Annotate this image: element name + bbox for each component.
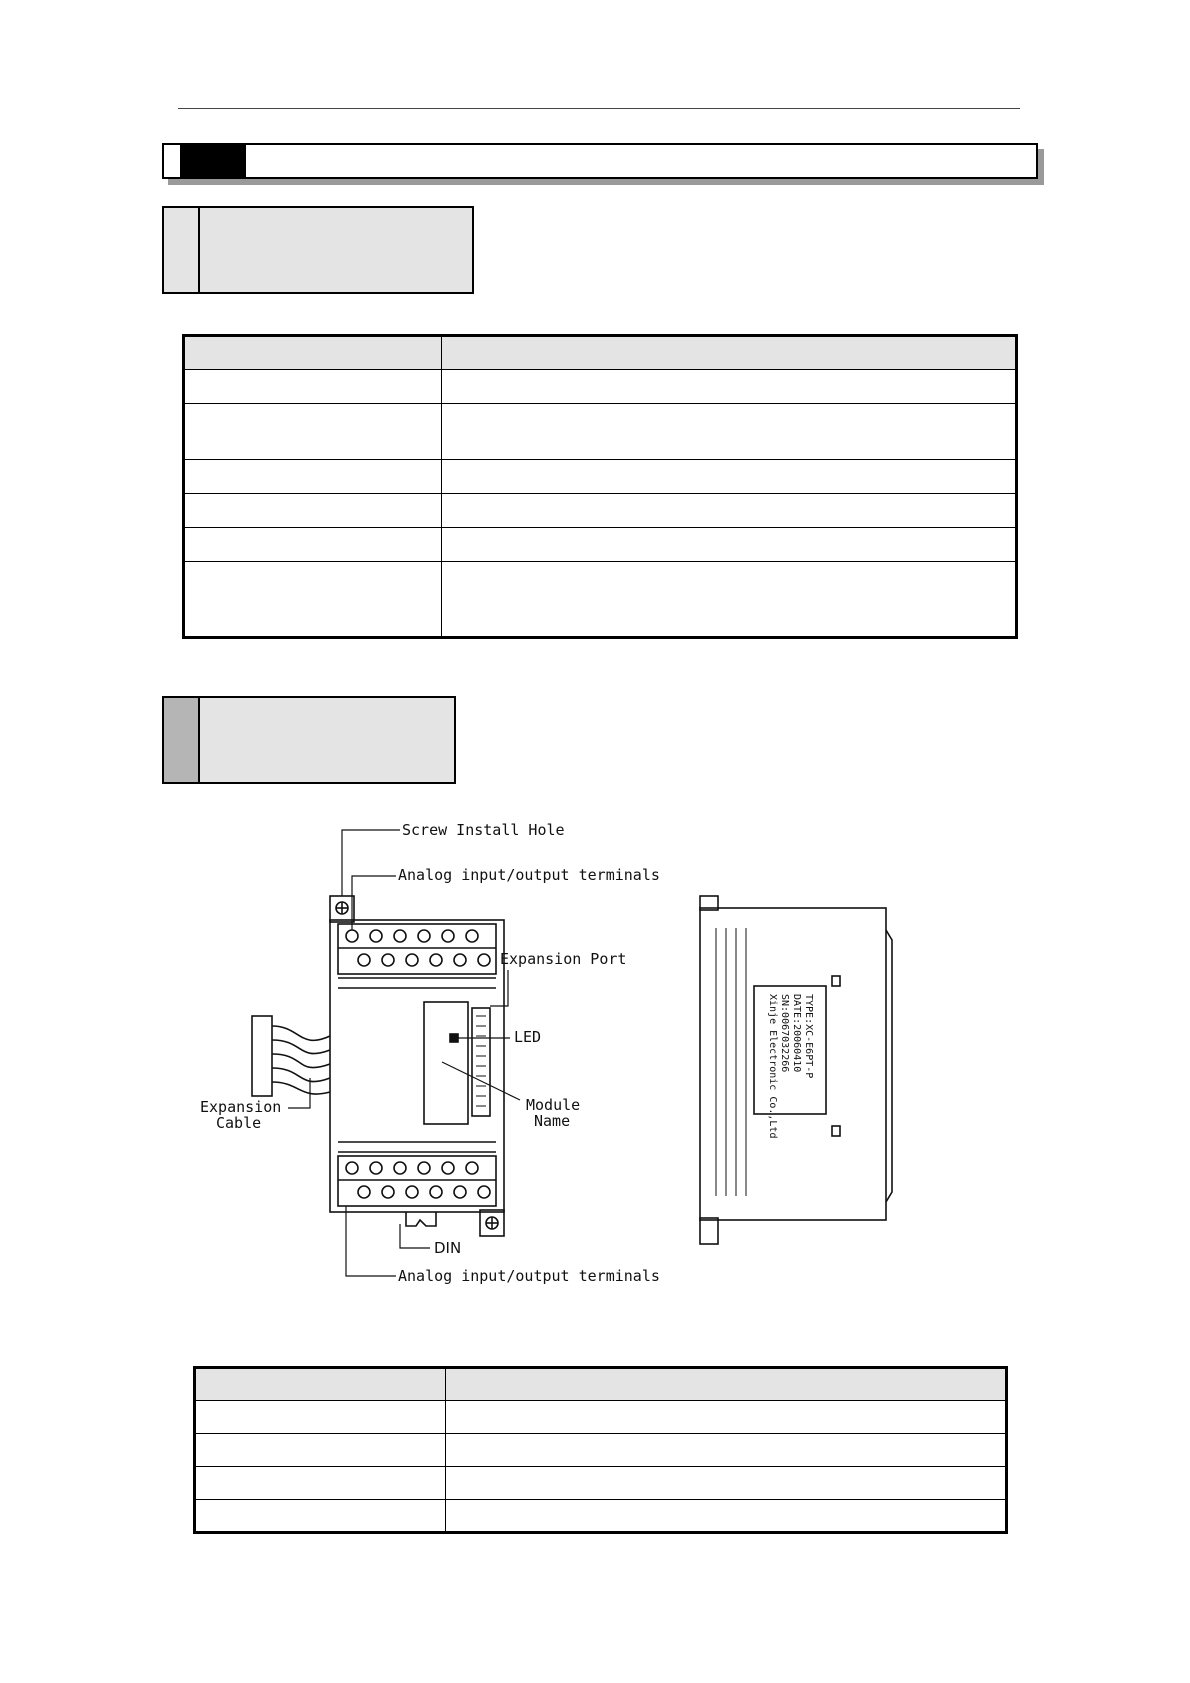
table-cell xyxy=(446,1434,1007,1467)
table-header-cell xyxy=(195,1368,446,1401)
table-cell xyxy=(184,370,442,404)
table-cell xyxy=(446,1467,1007,1500)
chapter-title-bar xyxy=(162,143,1038,179)
table-header-cell xyxy=(184,336,442,370)
table-cell xyxy=(184,528,442,562)
table-row xyxy=(184,494,1017,528)
table-cell xyxy=(442,370,1017,404)
chapter-number-block xyxy=(180,145,246,177)
table-cell xyxy=(442,562,1017,638)
page-header-rule xyxy=(178,108,1020,109)
section-heading-specifications xyxy=(162,206,474,294)
section-heading-components xyxy=(162,696,456,784)
label-analog-terminals-bottom: Analog input/output terminals xyxy=(398,1267,660,1285)
label-expansion-cable-line2: Cable xyxy=(216,1114,262,1132)
table-row xyxy=(184,370,1017,404)
table-cell xyxy=(442,528,1017,562)
table-cell xyxy=(446,1401,1007,1434)
nameplate-date: DATE:20060410 xyxy=(791,994,802,1073)
label-analog-terminals-top: Analog input/output terminals xyxy=(398,866,660,884)
module-diagram xyxy=(180,800,940,1320)
table-cell xyxy=(184,460,442,494)
table-row xyxy=(184,562,1017,638)
table-cell xyxy=(195,1500,446,1533)
label-module-name-line1: Module xyxy=(526,1096,581,1114)
table-cell xyxy=(446,1500,1007,1533)
table-row xyxy=(184,528,1017,562)
table-cell xyxy=(184,562,442,638)
led-indicator xyxy=(450,1034,458,1042)
table-header-cell xyxy=(442,336,1017,370)
table-header-cell xyxy=(446,1368,1007,1401)
component-table xyxy=(193,1366,1008,1534)
table-cell xyxy=(442,494,1017,528)
label-expansion-cable-line1: Expansion xyxy=(200,1098,282,1116)
table-cell xyxy=(184,404,442,460)
table-row xyxy=(184,460,1017,494)
table-row xyxy=(195,1401,1007,1434)
table-row xyxy=(195,1467,1007,1500)
din-clip xyxy=(406,1212,436,1226)
nameplate-serial: SN:0067032266 xyxy=(779,994,790,1073)
table-cell xyxy=(195,1467,446,1500)
label-screw-install-hole: Screw Install Hole xyxy=(402,821,565,839)
specification-table xyxy=(182,334,1018,639)
terminal-block-top xyxy=(338,924,496,974)
nameplate-type: TYPE:XC-E6PT-P xyxy=(803,994,814,1079)
terminal-block-bottom xyxy=(338,1156,496,1206)
table-cell xyxy=(442,460,1017,494)
section-number-tab xyxy=(164,698,200,782)
table-row xyxy=(184,404,1017,460)
label-expansion-port: Expansion Port xyxy=(500,950,627,968)
expansion-cable-connector xyxy=(252,1016,272,1096)
table-cell xyxy=(184,494,442,528)
nameplate-maker: Xinje Electronic Co.,Ltd xyxy=(767,994,778,1139)
table-row xyxy=(195,1500,1007,1533)
table-cell xyxy=(442,404,1017,460)
table-cell xyxy=(195,1434,446,1467)
table-header-row xyxy=(195,1368,1007,1401)
label-module-name-line2: Name xyxy=(534,1112,571,1130)
table-row xyxy=(195,1434,1007,1467)
table-cell xyxy=(195,1401,446,1434)
table-header-row xyxy=(184,336,1017,370)
label-led: LED xyxy=(514,1028,542,1046)
led-window xyxy=(424,1002,468,1124)
label-din: DIN xyxy=(434,1239,462,1257)
section-number-tab xyxy=(164,208,200,292)
expansion-port-socket xyxy=(472,1008,490,1116)
